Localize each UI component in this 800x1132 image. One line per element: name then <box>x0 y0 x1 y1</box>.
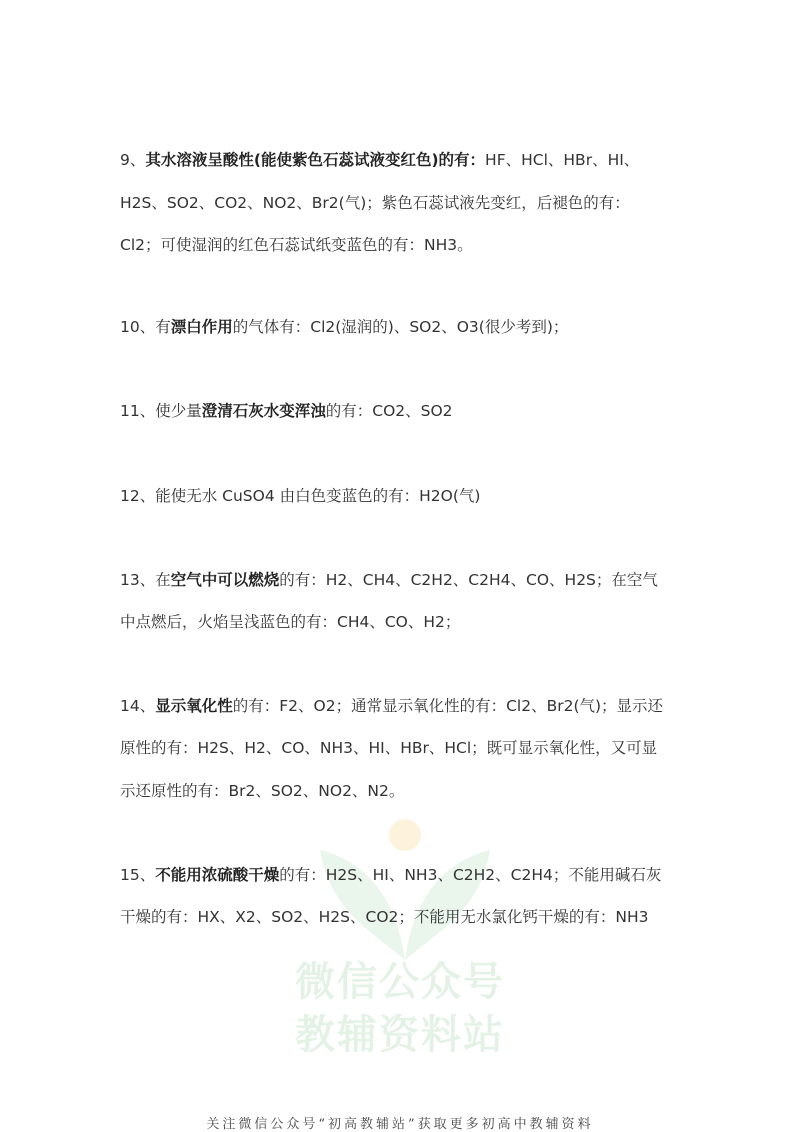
text-segment: 的有：CO2、SO2 <box>325 402 453 420</box>
bold-keyword: 不能用浓硫酸干燥 <box>155 866 280 884</box>
paragraph-9-line <box>120 150 639 170</box>
text-segment: 的有：H2S、HI、NH3、C2H2、C2H4；不能用碱石灰 <box>279 866 662 884</box>
paragraph-10-line <box>120 317 568 337</box>
text-segment: H2S、SO2、CO2、NO2、Br2(气)；紫色石蕊试液先变红，后褪色的有： <box>120 194 630 212</box>
footer-note: 关注微信公众号“初高教辅站”获取更多初高中教辅资料 <box>206 1117 594 1132</box>
paragraph-12-line <box>120 486 480 506</box>
text-segment: 示还原性的有：Br2、SO2、NO2、N2。 <box>120 782 405 800</box>
paragraph-14-line <box>120 738 657 758</box>
paragraph-14-line <box>120 696 663 716</box>
text-segment: 的有：F2、O2；通常显示氧化性的有：Cl2、Br2(气)；显示还 <box>232 697 664 715</box>
text-segment: 10、有 <box>120 318 171 336</box>
text-segment: 11、使少量 <box>120 402 202 420</box>
text-segment: 12、能使无水 CuSO4 由白色变蓝色的有：H2O(气) <box>120 487 481 505</box>
text-segment: 13、在 <box>120 571 171 589</box>
paragraph-15-line <box>120 907 649 927</box>
paragraph-11-line <box>120 401 453 421</box>
watermark-leaf-logo <box>310 810 500 960</box>
text-segment: 干燥的有：HX、X2、SO2、H2S、CO2；不能用无水氯化钙干燥的有：NH3 <box>120 908 649 926</box>
paragraph-14-line <box>120 781 404 801</box>
bold-keyword: 漂白作用 <box>170 318 233 336</box>
text-segment: 9、 <box>120 151 146 169</box>
text-segment: 14、 <box>120 697 156 715</box>
watermark-line1: 微信公众号 <box>295 959 505 1005</box>
text-segment: 中点燃后，火焰呈浅蓝色的有：CH4、CO、H2； <box>120 613 461 631</box>
text-segment: 15、 <box>120 866 156 884</box>
paragraph-13-line <box>120 570 658 590</box>
paragraph-9-line <box>120 193 630 213</box>
watermark-line2: 教辅资料站 <box>295 1012 505 1058</box>
text-segment: HF、HCl、HBr、HI、 <box>485 151 640 169</box>
bold-keyword: 显示氧化性 <box>155 697 233 715</box>
text-segment: 原性的有：H2S、H2、CO、NH3、HI、HBr、HCl；既可显示氧化性，又可显 <box>120 739 658 757</box>
text-segment: 的气体有：Cl2(湿润的)、SO2、O3(很少考到)； <box>232 318 569 336</box>
text-segment: Cl2；可使湿润的红色石蕊试纸变蓝色的有：NH3。 <box>120 236 473 254</box>
bold-keyword: 空气中可以燃烧 <box>170 571 280 589</box>
bold-keyword: 澄清石灰水变浑浊 <box>201 402 326 420</box>
paragraph-13-line <box>120 612 460 632</box>
paragraph-15-line <box>120 865 661 885</box>
text-segment: 的有：H2、CH4、C2H2、C2H4、CO、H2S；在空气 <box>279 571 658 589</box>
bold-keyword: 其水溶液呈酸性(能使紫色石蕊试液变红色)的有： <box>145 151 486 169</box>
paragraph-9-line <box>120 235 473 255</box>
